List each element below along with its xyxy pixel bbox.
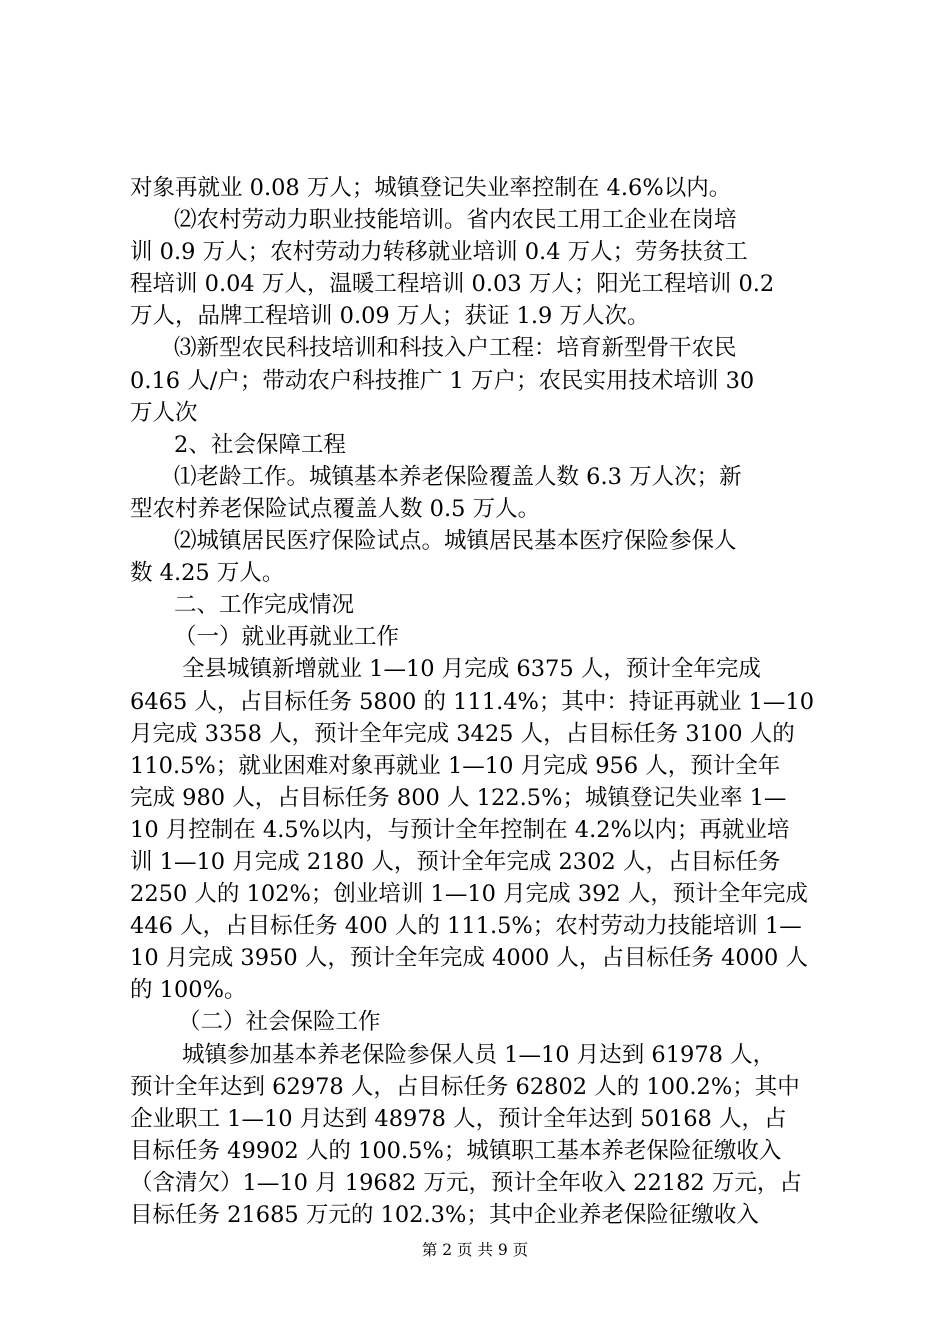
text-line: 预计全年达到 62978 人，占目标任务 62802 人的 100.2%；其中 [130, 1073, 800, 1100]
text-line: 型农村养老保险试点覆盖人数 0.5 万人。 [130, 495, 541, 522]
text-line: 二、工作完成情况 [174, 592, 355, 619]
text-line: （含清欠）1—10 月 19682 万元，预计全年收入 22182 万元，占 [130, 1169, 802, 1196]
text-line: 训 0.9 万人；农村劳动力转移就业培训 0.4 万人；劳务扶贫工 [130, 239, 748, 266]
text-line: 数 4.25 万人。 [130, 560, 285, 587]
text-line: 程培训 0.04 万人，温暖工程培训 0.03 万人；阳光工程培训 0.2 [130, 271, 775, 298]
text-line: 完成 980 人，占目标任务 800 人 122.5%；城镇登记失业率 1— [130, 784, 787, 811]
text-line: 6465 人，占目标任务 5800 的 111.4%；其中：持证再就业 1—10 [130, 688, 815, 715]
text-line: 万人，品牌工程培训 0.09 万人；获证 1.9 万人次。 [130, 303, 650, 330]
text-line: 2、社会保障工程 [174, 431, 346, 458]
text-line: 对象再就业 0.08 万人；城镇登记失业率控制在 4.6%以内。 [130, 175, 732, 201]
text-line: 446 人，占目标任务 400 人的 111.5%；农村劳动力技能培训 1— [130, 913, 802, 940]
text-line: 训 1—10 月完成 2180 人，预计全年完成 2302 人，占目标任务 [130, 848, 781, 875]
text-line: 2250 人的 102%；创业培训 1—10 月完成 392 人，预计全年完成 [130, 881, 808, 908]
text-line: ⑶新型农民科技培训和科技入户工程：培育新型骨干农民 [174, 335, 737, 362]
text-line: ⑵城镇居民医疗保险试点。城镇居民基本医疗保险参保人 [174, 528, 737, 555]
text-line: 的 100%。 [130, 977, 247, 1004]
text-line: 0.16 人/户；带动农户科技推广 1 万户；农民实用技术培训 30 [130, 367, 755, 394]
text-line: 10 月完成 3950 人，预计全年完成 4000 人，占目标任务 4000 人 [130, 945, 808, 972]
text-line: 目标任务 21685 万元的 102.3%；其中企业养老保险征缴收入 [130, 1202, 759, 1228]
text-line: （二）社会保险工作 [178, 1009, 381, 1036]
page-footer: 第 2 页 共 9 页 [421, 1241, 529, 1259]
text-line: 城镇参加基本养老保险参保人员 1—10 月达到 61978 人， [182, 1041, 776, 1068]
text-line: 企业职工 1—10 月达到 48978 人，预计全年达到 50168 人，占 [130, 1105, 787, 1132]
text-line: 月完成 3358 人，预计全年完成 3425 人，占目标任务 3100 人的 [130, 720, 795, 747]
text-line: 10 月控制在 4.5%以内，与预计全年控制在 4.2%以内；再就业培 [130, 816, 790, 843]
text-line: 全县城镇新增就业 1—10 月完成 6375 人，预计全年完成 [182, 656, 761, 683]
text-line: ⑵农村劳动力职业技能培训。省内农民工用工企业在岗培 [174, 207, 737, 234]
text-line: 万人次 [130, 399, 198, 426]
text-line: 目标任务 49902 人的 100.5%；城镇职工基本养老保险征缴收入 [130, 1137, 782, 1164]
document-body [130, 172, 832, 1231]
text-line: 110.5%；就业困难对象再就业 1—10 月完成 956 人，预计全年 [130, 752, 781, 779]
text-line: ⑴老龄工作。城镇基本养老保险覆盖人数 6.3 万人次；新 [174, 463, 742, 490]
text-line: （一）就业再就业工作 [174, 624, 400, 651]
